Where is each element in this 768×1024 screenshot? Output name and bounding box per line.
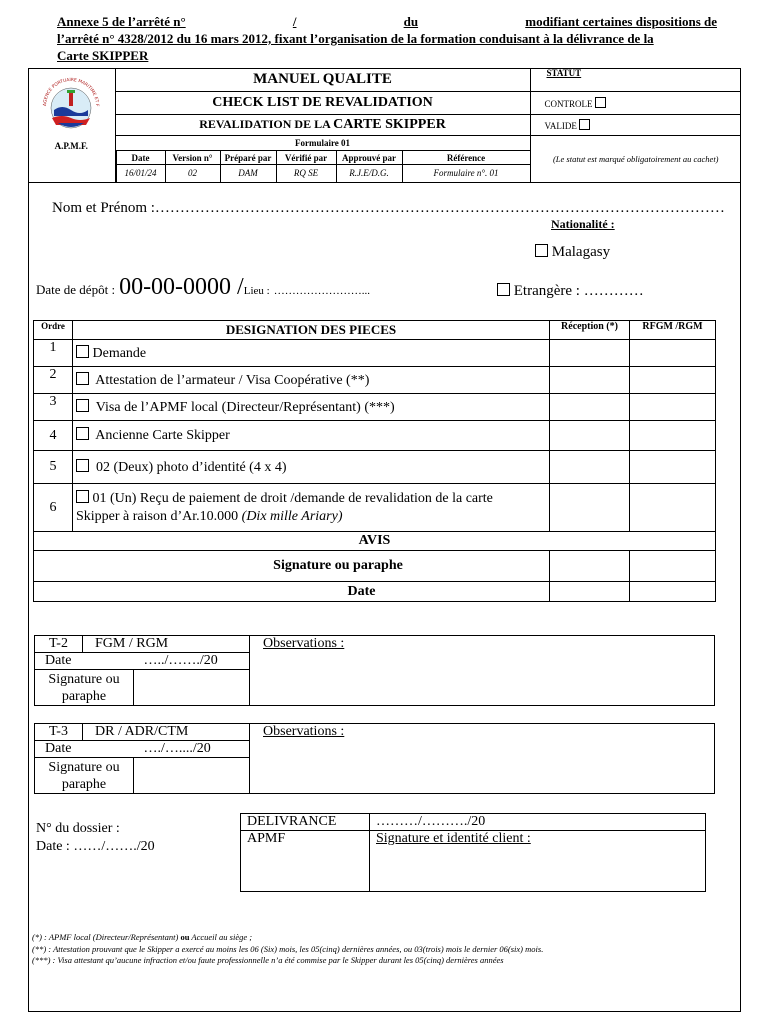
logo-cell [28,68,115,183]
row-designation: Attestation de l’armateur / Visa Coopérative (**) [73,367,550,394]
title-block [28,68,741,183]
meta-table-values [116,165,530,182]
row-designation: Ancienne Carte Skipper [73,421,550,451]
dossier-numero[interactable]: N° du dossier : [36,821,120,836]
row-rfgm-cell[interactable] [630,451,716,484]
t2-signature-cell[interactable] [134,670,250,706]
table-row [34,394,716,421]
malagasy-label: Malagasy [551,244,611,260]
row-number: 2 [34,367,73,394]
row-reception-cell[interactable] [550,484,630,532]
date-depot-line [36,274,370,301]
nom-prenom-label: Nom et Prénom : [52,200,155,216]
t2-org: FGM / RGM [83,636,250,653]
meta-h-date: Date [116,151,165,165]
header-slash: / [292,14,297,29]
meta-v-reference: Formulaire n°. 01 [402,165,530,182]
t3-observations[interactable]: Observations : [250,724,715,794]
row-rfgm-cell[interactable] [630,421,716,451]
row-reception-cell[interactable] [550,451,630,484]
row-number: 6 [34,484,73,532]
malagasy-checkbox[interactable] [535,244,548,257]
delivrance-block [240,813,706,892]
header-line2: l’arrêté n° 4328/2012 du 16 mars 2012, fixant l’organisation de la formation conduisant à la délivrance de la [57,31,654,46]
date-depot-value[interactable]: 00-00-0000 / [119,274,244,300]
meta-v-version: 02 [165,165,220,182]
meta-v-date: 16/01/24 [116,165,165,182]
row-rfgm-cell[interactable] [630,367,716,394]
header-reception: Réception (*) [550,321,630,340]
nationalite-label: Nationalité : [551,217,615,231]
row-designation: Demande [73,340,550,367]
date-reception-cell[interactable] [550,582,630,602]
meta-table-headers [116,151,530,165]
dossier-date[interactable]: Date : ……/……./20 [36,839,155,854]
checklist-title: CHECK LIST DE REVALIDATION [115,91,530,114]
t3-org: DR / ADR/CTM [83,724,250,741]
manuel-qualite-title: MANUEL QUALITE [115,68,530,91]
t3-signature-label: Signature ou paraphe [35,758,134,794]
nom-prenom-line[interactable] [52,200,725,217]
nom-prenom-dots: …………………………………………………………………………………………………… [154,200,725,216]
formulaire-label: Formulaire 01 [115,136,530,151]
table-row [34,421,716,451]
pieces-table [33,320,716,602]
piece-checkbox[interactable] [76,345,89,358]
table-row [34,340,716,367]
meta-v-prepare: DAM [220,165,276,182]
t3-block [34,723,715,794]
controle-checkbox[interactable] [595,97,606,108]
footnote-2: (**) : Attestation prouvant que le Skipper a exercé au moins les 06 (Six) mois, les 05(cinq) dernières années, ou 03(trois) mois le dernier 06(six) mois. [32,943,544,954]
etrangere-option[interactable] [497,283,644,300]
revalidation-title: REVALIDATION DE LA CARTE SKIPPER [115,115,530,136]
t3-date-value[interactable]: …./…..../20 [134,741,250,758]
header-ordre: Ordre [34,321,73,340]
signature-paraphe-label: Signature ou paraphe [34,551,550,582]
meta-v-verifie: RQ SE [276,165,336,182]
t2-signature-label: Signature ou paraphe [35,670,134,706]
date-rfgm-cell[interactable] [630,582,716,602]
date-label: Date [34,582,550,602]
document-header [57,13,717,64]
row-number: 4 [34,421,73,451]
statut-controle: CONTROLE [530,91,741,114]
row-reception-cell[interactable] [550,340,630,367]
delivrance-signature[interactable]: Signature et identité client : [370,831,706,892]
apmf-logo [40,72,102,138]
statut-label: STATUT [530,68,741,91]
delivrance-date[interactable]: ………/………./20 [370,814,706,831]
t2-block [34,635,715,706]
meta-h-reference: Référence [402,151,530,165]
dossier-block [36,820,155,856]
signature-rfgm-cell[interactable] [630,551,716,582]
header-du: du [403,14,419,29]
footnote-1: (*) : APMF local (Directeur/Représentant) ou Accueil au siège ; [32,932,253,942]
header-annexe: Annexe 5 de l’arrêté n° [57,14,186,29]
meta-h-verifie: Vérifié par [276,151,336,165]
meta-h-approuve: Approuvé par [336,151,402,165]
piece-checkbox[interactable] [76,427,89,440]
piece-checkbox[interactable] [76,459,89,472]
table-row [34,367,716,394]
row-rfgm-cell[interactable] [630,394,716,421]
meta-value-cell [115,165,530,182]
t2-code: T-2 [35,636,83,653]
malagasy-option[interactable] [535,244,610,261]
date-depot-label: Date de dépôt : [36,282,116,297]
header-line3: Carte SKIPPER [57,48,149,63]
table-row [34,484,716,532]
header-rfgm: RFGM /RGM [630,321,716,340]
meta-h-version: Version n° [165,151,220,165]
meta-v-approuve: R.J.E/D.G. [336,165,402,182]
logo-caption: A.P.M.F. [54,141,88,151]
table-row [34,451,716,484]
row-number: 5 [34,451,73,484]
lieu-dots[interactable]: ……………………... [273,285,370,297]
t3-code: T-3 [35,724,83,741]
footnote-3: (***) : Visa attestant qu’aucune infraction et/ou faute professionnelle n’a été commise par le Skipper durant les 05(cinq) dernières années [32,955,504,965]
lieu-label: Lieu : [243,285,270,297]
meta-header-cell [115,151,530,166]
row-number: 1 [34,340,73,367]
t2-date-label: Date [35,653,134,670]
t3-signature-cell[interactable] [134,758,250,794]
row-reception-cell[interactable] [550,394,630,421]
row-rfgm-cell[interactable] [630,340,716,367]
delivrance-apmf: APMF [241,831,370,892]
header-modifiant: modifiant certaines dispositions de [525,14,717,29]
etrangere-label: Etrangère : ………… [513,283,644,299]
statut-note: (Le statut est marqué obligatoirement au cachet) [530,136,741,183]
t2-observations[interactable]: Observations : [250,636,715,706]
t3-date-label: Date [35,741,134,758]
row-reception-cell[interactable] [550,367,630,394]
meta-h-prepare: Préparé par [220,151,276,165]
delivrance-label: DELIVRANCE [241,814,370,831]
statut-valide: VALIDE [530,115,741,136]
row-designation: Visa de l’APMF local (Directeur/Représentant) (***) [73,394,550,421]
footnotes [32,932,543,967]
piece-checkbox[interactable] [76,490,89,503]
avis-row: AVIS [34,532,716,551]
row-rfgm-cell[interactable] [630,484,716,532]
piece-checkbox[interactable] [76,372,89,385]
row-designation: 02 (Deux) photo d’identité (4 x 4) [73,451,550,484]
t2-date-value[interactable]: …../……./20 [134,653,250,670]
piece-checkbox[interactable] [76,399,89,412]
valide-checkbox[interactable] [579,119,590,130]
row-reception-cell[interactable] [550,421,630,451]
etrangere-checkbox[interactable] [497,283,510,296]
row-number: 3 [34,394,73,421]
signature-reception-cell[interactable] [550,551,630,582]
row-designation: 01 (Un) Reçu de paiement de droit /demande de revalidation de la carte Skipper à raison d’Ar.10.000 (Dix mille Ariary) [73,484,550,532]
logo-arc-text: AGENCE PORTUAIRE MARITIME ET F [43,77,100,107]
header-designation: DESIGNATION DES PIECES [73,321,550,340]
